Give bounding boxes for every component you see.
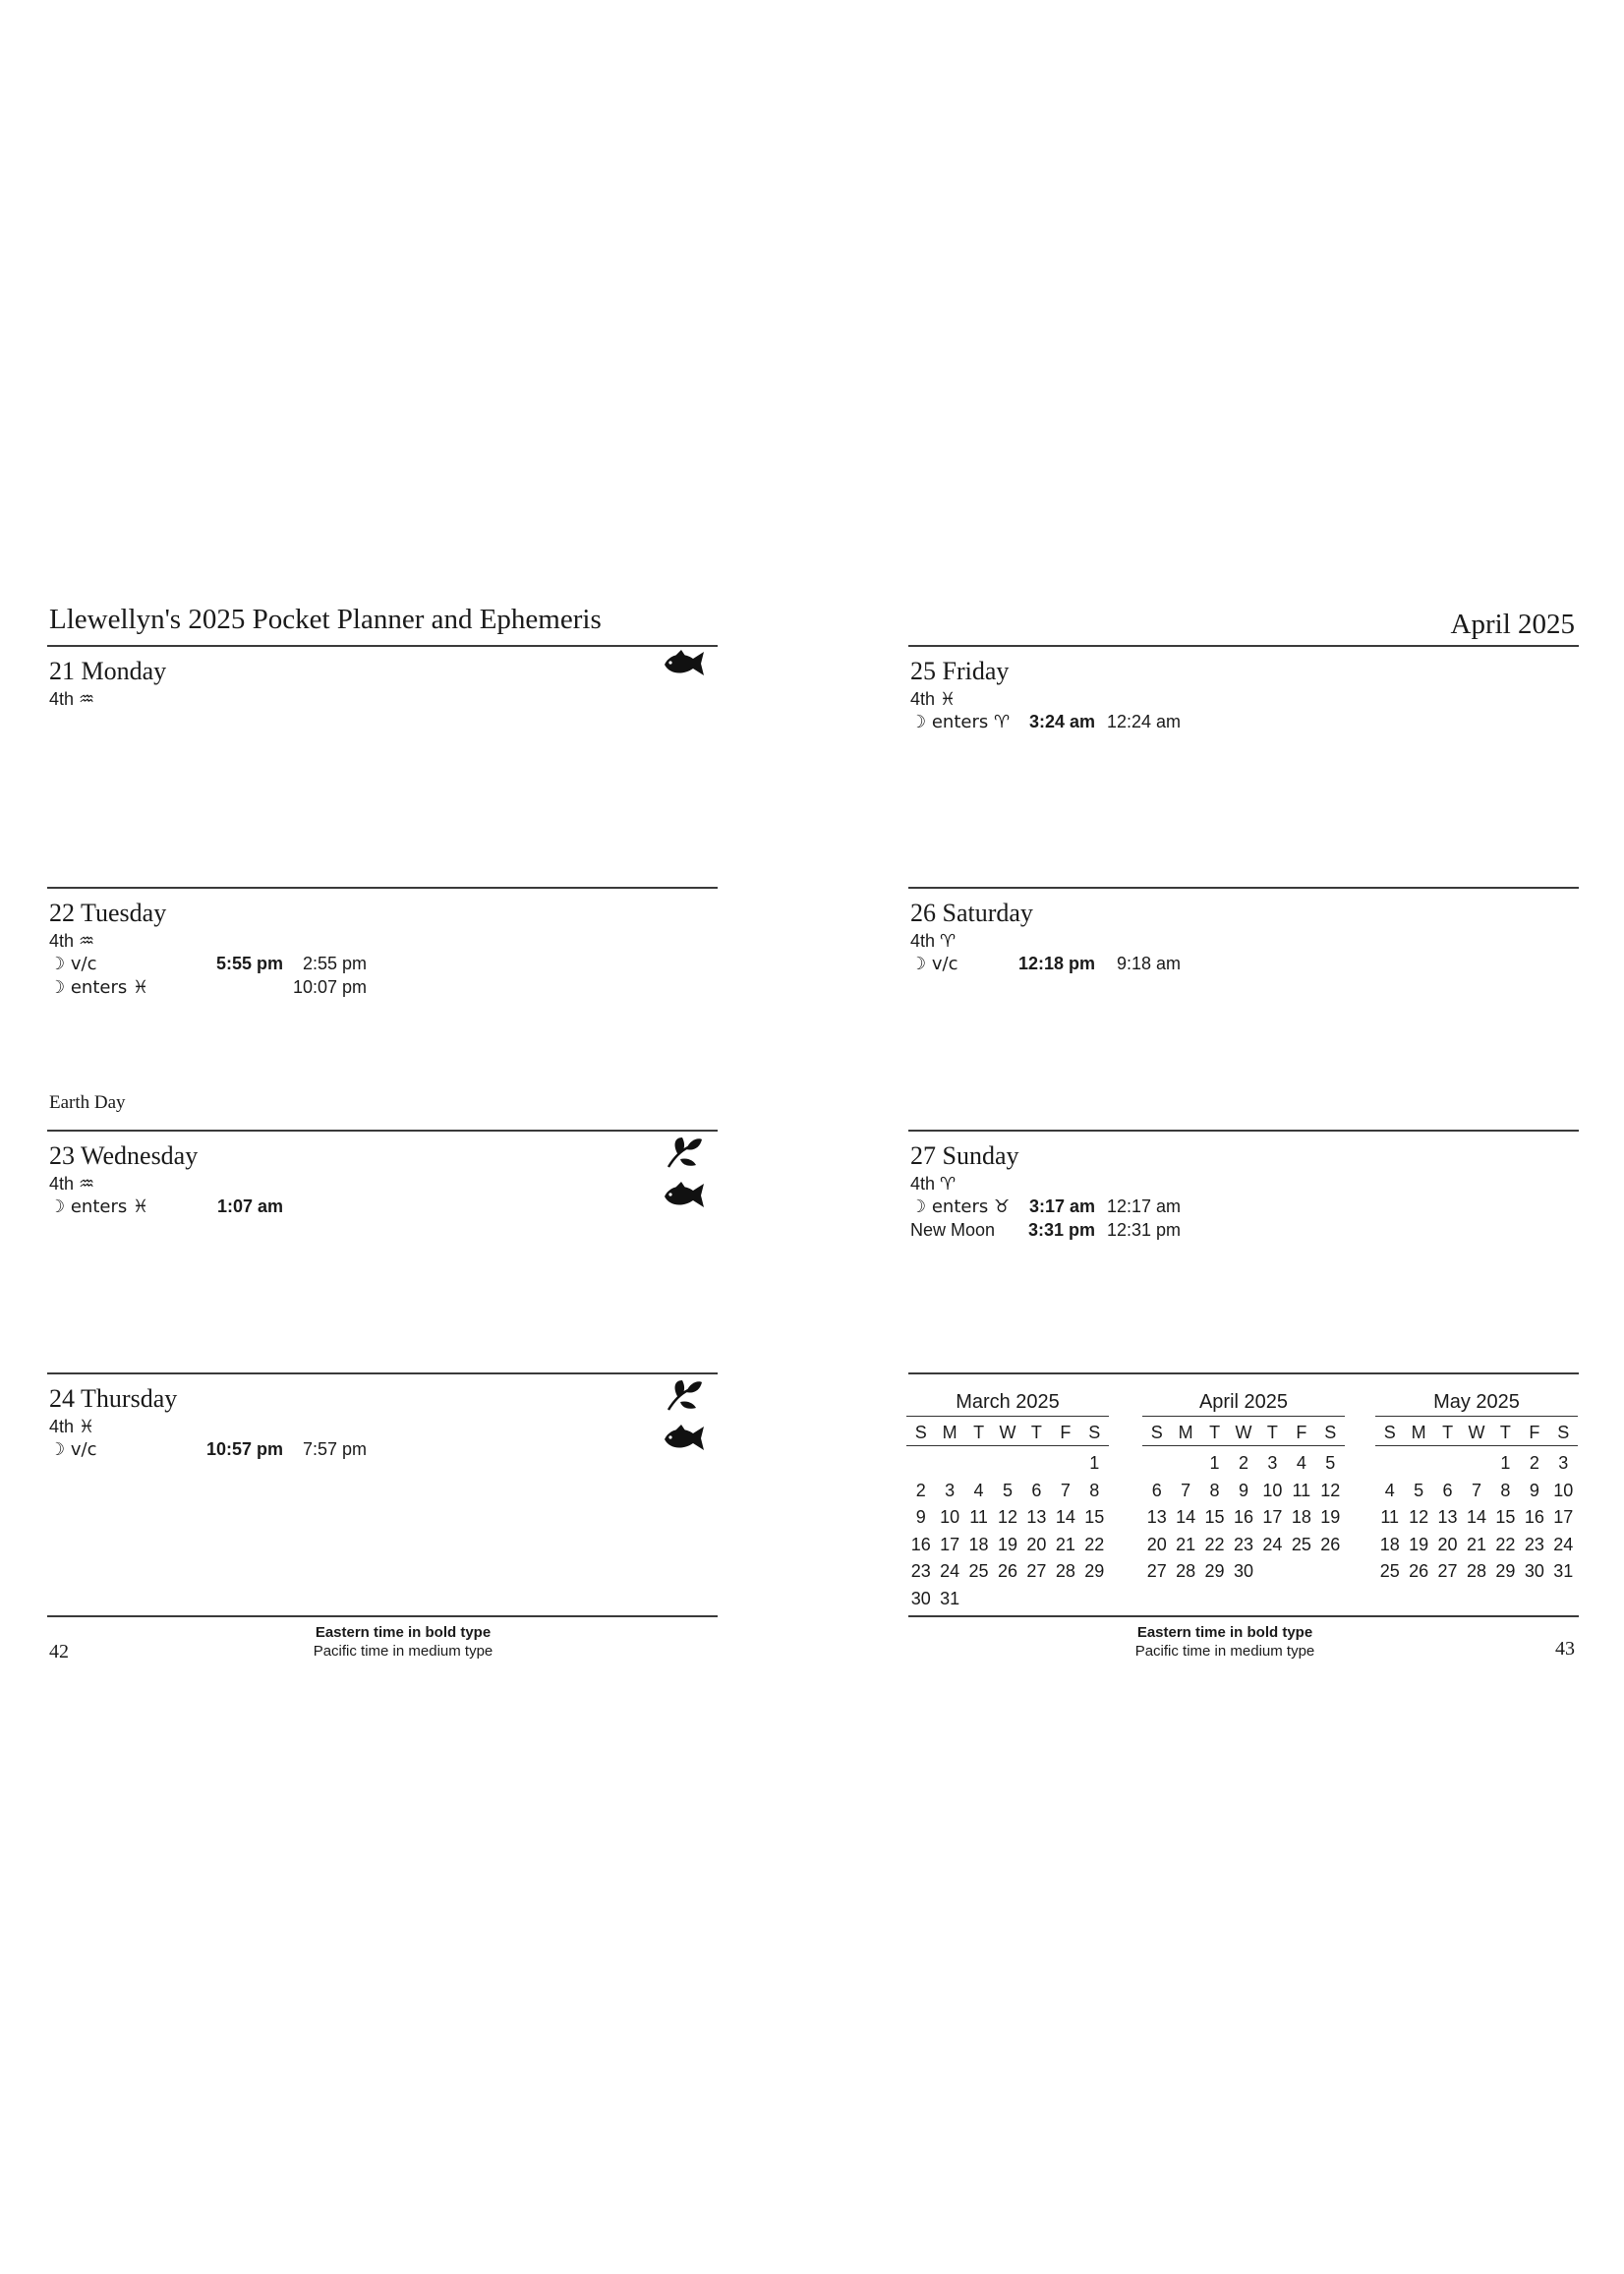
moon-sign: ♓ <box>79 1417 95 1437</box>
date-cell: 20 <box>1026 1534 1047 1554</box>
date-cell: 31 <box>1553 1561 1574 1581</box>
date-cell: 20 <box>1146 1534 1167 1554</box>
time-legend-left <box>256 1623 551 1661</box>
date-cell <box>1022 1450 1051 1478</box>
weekday-label: S <box>914 1423 927 1442</box>
moon-phase-line <box>49 931 94 952</box>
holiday-note: Earth Day <box>49 1092 126 1113</box>
week-row <box>906 1504 1109 1532</box>
weekday-label: S <box>1383 1423 1396 1442</box>
date-cell: 25 <box>968 1561 989 1581</box>
week-row <box>1375 1532 1578 1559</box>
weekday-label: T <box>1266 1423 1278 1442</box>
date-cell: 4 <box>1296 1453 1306 1473</box>
weekday-label: W <box>1468 1423 1485 1442</box>
mini-calendar-rule <box>1375 1416 1578 1417</box>
date-cell: 16 <box>1233 1507 1253 1527</box>
week-row <box>1375 1478 1578 1505</box>
footer-rule <box>908 1615 1579 1617</box>
week-row <box>1375 1504 1578 1532</box>
eastern-time: 3:17 am <box>1028 1196 1095 1216</box>
event-label: New Moon <box>910 1220 996 1240</box>
date-cell: 30 <box>910 1588 931 1608</box>
moon-phase-line <box>910 1174 956 1195</box>
date-cell: 13 <box>1437 1507 1458 1527</box>
eastern-time: 10:57 pm <box>205 1439 283 1459</box>
date-cell: 12 <box>1409 1507 1429 1527</box>
weekday-label: M <box>1411 1423 1426 1442</box>
date-cell: 3 <box>1267 1453 1278 1473</box>
eastern-time: 3:31 pm <box>1027 1220 1095 1240</box>
date-cell: 4 <box>1384 1480 1395 1500</box>
date-cell: 1 <box>1209 1453 1220 1473</box>
moon-phase-line <box>49 1417 94 1437</box>
moon-phase: 4th <box>910 1174 936 1194</box>
date-cell: 19 <box>1320 1507 1341 1527</box>
mini-calendar-title: May 2025 <box>1433 1391 1520 1413</box>
moon-phase-line <box>49 689 94 710</box>
date-cell: 20 <box>1437 1534 1458 1554</box>
date-cell: 11 <box>969 1507 988 1527</box>
date-cell: 23 <box>1233 1534 1253 1554</box>
week-row <box>906 1532 1109 1559</box>
date-cell: 14 <box>1466 1507 1486 1527</box>
event-label: ☽ v/c <box>49 954 97 974</box>
date-cell: 10 <box>940 1507 960 1527</box>
date-cell: 29 <box>1204 1561 1225 1581</box>
moon-sign: ♓ <box>940 689 957 710</box>
date-cell <box>1404 1450 1432 1478</box>
left-header-rule <box>47 645 718 647</box>
eastern-time: 5:55 pm <box>215 954 283 973</box>
date-cell: 28 <box>1466 1561 1486 1581</box>
date-cell: 28 <box>1055 1561 1075 1581</box>
date-cell: 18 <box>1291 1507 1311 1527</box>
date-cell: 29 <box>1495 1561 1516 1581</box>
pacific-time: 7:57 pm <box>302 1439 367 1459</box>
pacific-legend: Pacific time in medium type <box>313 1643 493 1660</box>
date-cell <box>1080 1586 1109 1613</box>
week-row <box>906 1558 1109 1586</box>
date-cell: 1 <box>1089 1453 1100 1473</box>
date-cell: 8 <box>1209 1480 1220 1500</box>
moon-phase: 4th <box>49 689 75 709</box>
date-cell: 9 <box>915 1507 926 1527</box>
date-cell: 6 <box>1031 1480 1042 1500</box>
date-cell <box>1022 1586 1051 1613</box>
date-cell: 15 <box>1495 1507 1516 1527</box>
weekday-label: F <box>1529 1423 1540 1442</box>
day-divider <box>908 887 1579 889</box>
date-cell <box>964 1450 993 1478</box>
week-row <box>1375 1558 1578 1586</box>
moon-phase: 4th <box>49 931 75 951</box>
day-heading: 22 Tuesday <box>49 899 167 927</box>
date-cell: 6 <box>1151 1480 1162 1500</box>
event-label: ☽ v/c <box>49 1439 97 1460</box>
date-cell: 24 <box>1553 1534 1574 1554</box>
mini-calendar-may <box>1375 1388 1578 1586</box>
date-cell <box>1287 1558 1315 1586</box>
date-cell: 27 <box>1026 1561 1047 1581</box>
date-cell: 24 <box>1262 1534 1283 1554</box>
eastern-time: 12:18 pm <box>1017 954 1095 973</box>
date-cell: 22 <box>1204 1534 1225 1554</box>
mini-calendar-rule <box>906 1445 1109 1446</box>
date-cell: 10 <box>1553 1480 1574 1500</box>
day-divider <box>908 1372 1579 1374</box>
date-cell <box>993 1450 1021 1478</box>
date-cell: 13 <box>1146 1507 1167 1527</box>
date-cell: 17 <box>1553 1507 1574 1527</box>
mini-calendar-title: April 2025 <box>1198 1391 1289 1413</box>
weekday-header <box>1142 1421 1345 1445</box>
day-divider <box>47 1130 718 1132</box>
date-cell <box>906 1450 935 1478</box>
eastern-legend: Eastern time in bold type <box>315 1624 492 1641</box>
date-cell: 2 <box>1529 1453 1539 1473</box>
month-title: April 2025 <box>1450 609 1575 640</box>
date-cell: 11 <box>1380 1507 1400 1527</box>
right-header-rule <box>908 645 1579 647</box>
weekday-label: T <box>1442 1423 1454 1442</box>
moon-phase-line <box>49 1174 94 1195</box>
pacific-time: 12:24 am <box>1106 712 1181 731</box>
time-legend-right <box>1077 1623 1372 1661</box>
date-cell: 15 <box>1204 1507 1225 1527</box>
date-cell: 9 <box>1238 1480 1248 1500</box>
day-heading: 25 Friday <box>910 657 1010 685</box>
date-cell <box>993 1586 1021 1613</box>
date-cell: 5 <box>1002 1480 1013 1500</box>
date-cell: 19 <box>997 1534 1017 1554</box>
week-row <box>1142 1450 1345 1478</box>
date-cell: 18 <box>968 1534 989 1554</box>
pacific-time: 12:17 am <box>1106 1196 1181 1216</box>
date-cell: 8 <box>1089 1480 1100 1500</box>
weekday-label: F <box>1060 1423 1072 1442</box>
date-cell: 12 <box>997 1507 1017 1527</box>
week-row <box>1142 1532 1345 1559</box>
page-number-right: 43 <box>1555 1638 1575 1660</box>
date-cell: 7 <box>1471 1480 1481 1500</box>
moon-phase-line <box>910 689 956 710</box>
date-cell <box>1462 1450 1490 1478</box>
date-cell <box>1142 1450 1171 1478</box>
date-cell: 5 <box>1414 1480 1424 1500</box>
eastern-legend: Eastern time in bold type <box>1136 1624 1313 1641</box>
book-title: Llewellyn's 2025 Pocket Planner and Ephemeris <box>49 604 602 635</box>
date-cell: 30 <box>1524 1561 1544 1581</box>
date-cell: 26 <box>1409 1561 1429 1581</box>
weekday-label: W <box>1235 1423 1252 1442</box>
event-label: ☽ enters ♓ <box>49 1196 149 1217</box>
date-cell: 13 <box>1026 1507 1047 1527</box>
date-cell <box>935 1450 963 1478</box>
date-cell: 17 <box>1262 1507 1283 1527</box>
event-label: ☽ enters ♓ <box>49 977 149 998</box>
day-heading: 24 Thursday <box>49 1384 178 1413</box>
date-cell: 5 <box>1325 1453 1336 1473</box>
date-cell: 6 <box>1442 1480 1453 1500</box>
day-divider <box>47 887 718 889</box>
fish-icon <box>662 1423 707 1454</box>
date-cell: 26 <box>1320 1534 1341 1554</box>
weekday-label: M <box>942 1423 957 1442</box>
event-label: ☽ v/c <box>910 954 958 974</box>
date-cell: 29 <box>1084 1561 1105 1581</box>
pacific-time: 2:55 pm <box>302 954 367 973</box>
week-row <box>1142 1558 1345 1586</box>
date-cell: 30 <box>1233 1561 1253 1581</box>
date-cell <box>1433 1450 1462 1478</box>
mini-calendar-title: March 2025 <box>956 1391 1060 1413</box>
eastern-time: 1:07 am <box>216 1196 283 1216</box>
weekday-label: T <box>1030 1423 1042 1442</box>
date-cell: 10 <box>1262 1480 1283 1500</box>
pacific-time: 10:07 pm <box>292 977 367 997</box>
date-cell <box>1258 1558 1287 1586</box>
week-row <box>1142 1478 1345 1505</box>
moon-sign: ♒ <box>79 931 95 952</box>
date-cell: 17 <box>940 1534 960 1554</box>
weekday-label: W <box>999 1423 1016 1442</box>
week-row <box>1142 1504 1345 1532</box>
weekday-header <box>1375 1421 1578 1445</box>
date-cell: 15 <box>1084 1507 1105 1527</box>
leaf-icon <box>665 1378 704 1412</box>
mini-calendar-march <box>906 1388 1109 1612</box>
mini-calendar-rule <box>906 1416 1109 1417</box>
week-row <box>906 1586 1109 1613</box>
week-row <box>906 1478 1109 1505</box>
moon-sign: ♈ <box>940 1174 957 1195</box>
pacific-time: 9:18 am <box>1116 954 1181 973</box>
date-cell: 9 <box>1529 1480 1539 1500</box>
date-cell: 22 <box>1495 1534 1516 1554</box>
date-cell: 3 <box>1558 1453 1569 1473</box>
week-row <box>906 1450 1109 1478</box>
moon-phase: 4th <box>910 689 936 709</box>
page-number-left: 42 <box>49 1641 69 1662</box>
date-cell: 27 <box>1146 1561 1167 1581</box>
date-cell: 25 <box>1291 1534 1311 1554</box>
weekday-header <box>906 1421 1109 1445</box>
date-cell: 28 <box>1176 1561 1196 1581</box>
date-cell <box>1375 1450 1404 1478</box>
mini-calendar-april <box>1142 1388 1345 1586</box>
weekday-label: S <box>1557 1423 1570 1442</box>
date-cell: 27 <box>1437 1561 1458 1581</box>
fish-icon <box>662 1180 707 1211</box>
eastern-time: 3:24 am <box>1028 712 1095 731</box>
date-cell <box>1051 1586 1079 1613</box>
date-cell <box>1171 1450 1199 1478</box>
moon-phase: 4th <box>49 1417 75 1436</box>
date-cell: 19 <box>1409 1534 1429 1554</box>
date-cell: 7 <box>1181 1480 1191 1500</box>
date-cell: 23 <box>1524 1534 1544 1554</box>
weekday-label: S <box>1150 1423 1163 1442</box>
date-cell: 14 <box>1055 1507 1075 1527</box>
pacific-time: 12:31 pm <box>1106 1220 1181 1240</box>
leaf-icon <box>665 1136 704 1169</box>
mini-calendar-rule <box>1142 1416 1345 1417</box>
event-label: ☽ enters ♈ <box>910 712 1011 732</box>
weekday-label: F <box>1296 1423 1307 1442</box>
date-cell: 31 <box>940 1588 960 1608</box>
day-heading: 21 Monday <box>49 657 167 685</box>
date-cell: 14 <box>1176 1507 1196 1527</box>
date-cell: 25 <box>1379 1561 1400 1581</box>
date-cell: 2 <box>915 1480 926 1500</box>
pacific-legend: Pacific time in medium type <box>1134 1643 1315 1660</box>
moon-phase: 4th <box>910 931 936 951</box>
date-cell: 21 <box>1176 1534 1196 1554</box>
day-heading: 23 Wednesday <box>49 1141 199 1170</box>
date-cell <box>964 1586 993 1613</box>
date-cell: 2 <box>1238 1453 1248 1473</box>
moon-sign: ♒ <box>79 689 95 710</box>
moon-sign: ♈ <box>940 931 957 952</box>
day-heading: 27 Sunday <box>910 1141 1019 1170</box>
date-cell: 12 <box>1320 1480 1341 1500</box>
mini-calendar-rule <box>1142 1445 1345 1446</box>
date-cell: 7 <box>1060 1480 1071 1500</box>
date-cell: 4 <box>973 1480 984 1500</box>
date-cell: 22 <box>1084 1534 1105 1554</box>
weekday-label: S <box>1324 1423 1337 1442</box>
fish-icon <box>662 648 707 679</box>
footer-rule <box>47 1615 718 1617</box>
weekday-label: T <box>973 1423 985 1442</box>
date-cell: 11 <box>1292 1480 1311 1500</box>
moon-phase: 4th <box>49 1174 75 1194</box>
week-row <box>1375 1450 1578 1478</box>
date-cell: 21 <box>1055 1534 1075 1554</box>
date-cell: 16 <box>910 1534 931 1554</box>
moon-sign: ♒ <box>79 1174 95 1195</box>
date-cell: 21 <box>1466 1534 1486 1554</box>
weekday-label: S <box>1088 1423 1101 1442</box>
weekday-label: T <box>1499 1423 1511 1442</box>
date-cell: 3 <box>945 1480 956 1500</box>
date-cell <box>1316 1558 1345 1586</box>
day-heading: 26 Saturday <box>910 899 1033 927</box>
event-label: ☽ enters ♉ <box>910 1196 1011 1217</box>
day-divider <box>908 1130 1579 1132</box>
date-cell: 24 <box>940 1561 960 1581</box>
mini-calendar-rule <box>1375 1445 1578 1446</box>
date-cell: 16 <box>1524 1507 1544 1527</box>
weekday-label: T <box>1209 1423 1221 1442</box>
date-cell: 23 <box>910 1561 931 1581</box>
date-cell: 18 <box>1379 1534 1400 1554</box>
moon-phase-line <box>910 931 956 952</box>
date-cell <box>1051 1450 1079 1478</box>
day-divider <box>47 1372 718 1374</box>
date-cell: 8 <box>1500 1480 1511 1500</box>
weekday-label: M <box>1178 1423 1193 1442</box>
date-cell: 1 <box>1500 1453 1511 1473</box>
date-cell: 26 <box>997 1561 1017 1581</box>
